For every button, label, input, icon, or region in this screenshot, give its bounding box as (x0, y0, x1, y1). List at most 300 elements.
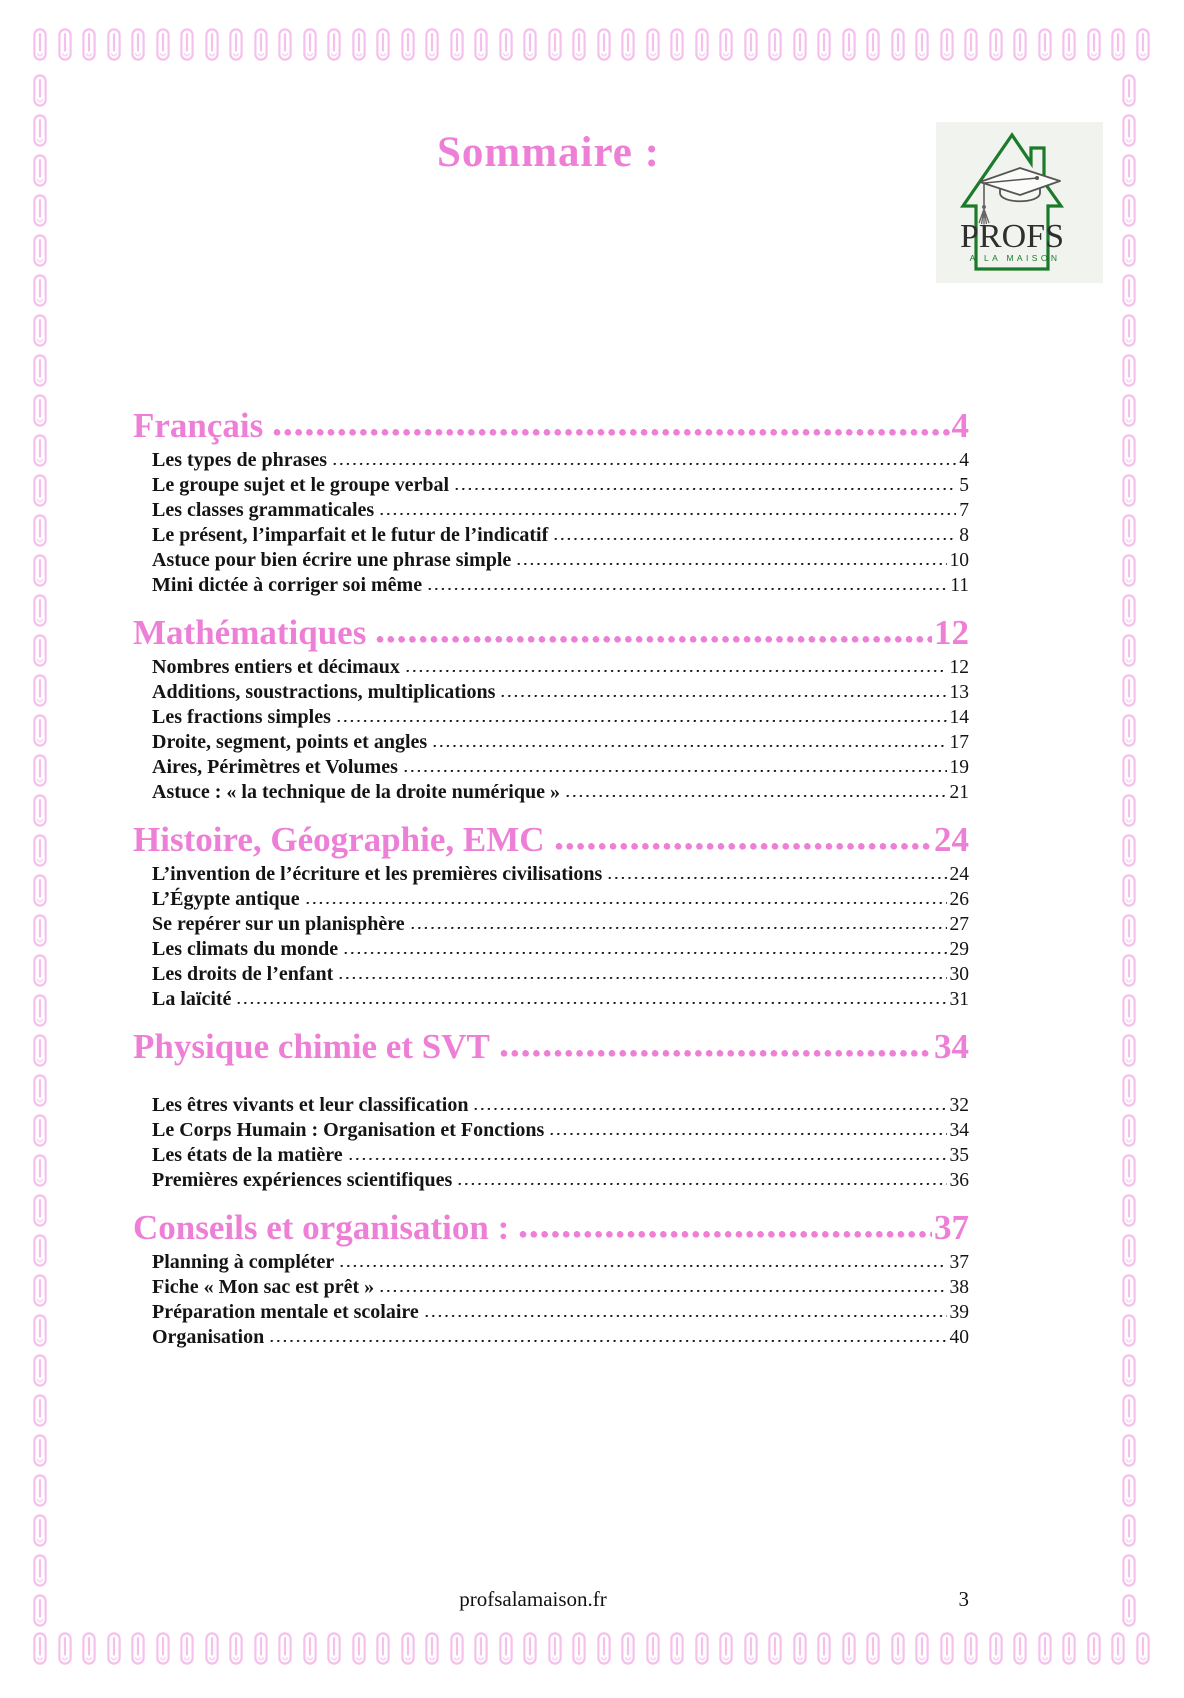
house-icon (936, 122, 1103, 283)
toc-entry[interactable] (133, 987, 969, 1012)
toc-entry-label: Droite, segment, points et angles (152, 731, 428, 753)
dot-leader (501, 694, 946, 699)
paperclip-icon (1122, 914, 1136, 947)
paperclip-icon (1111, 28, 1125, 61)
paperclip-icon (33, 1474, 47, 1507)
toc-entry[interactable] (133, 473, 969, 498)
toc-entry-label: Les droits de l’enfant (152, 963, 334, 985)
paperclip-icon (1122, 474, 1136, 507)
dot-leader (406, 669, 947, 674)
toc-entry[interactable] (133, 448, 969, 473)
toc-entry-label: Astuce : « la technique de la droite numérique » (152, 781, 560, 803)
paperclip-icon (817, 1632, 831, 1665)
paperclip-icon (1122, 834, 1136, 867)
toc-entry-page-number: 24 (949, 864, 969, 885)
paperclip-icon (1122, 1194, 1136, 1227)
dot-leader (306, 901, 947, 906)
paperclip-icon (1122, 1314, 1136, 1347)
paperclip-icon (352, 1632, 366, 1665)
paperclip-icon (327, 28, 341, 61)
toc-entry[interactable] (133, 655, 969, 680)
paperclip-border-right (1122, 74, 1136, 1627)
paperclip-icon (450, 28, 464, 61)
paperclip-icon (156, 1632, 170, 1665)
paperclip-icon (1122, 1074, 1136, 1107)
toc-entry-label: Les états de la matière (152, 1144, 343, 1166)
toc-section (133, 404, 969, 598)
dot-leader (273, 428, 949, 437)
paperclip-icon (33, 994, 47, 1027)
paperclip-icon (1122, 1234, 1136, 1267)
toc-entry-label: Planning à compléter (152, 1251, 335, 1273)
toc-entry[interactable] (133, 1118, 969, 1143)
toc-entry-label: Les climats du monde (152, 938, 339, 960)
paperclip-icon (1122, 674, 1136, 707)
paperclip-icon (33, 1594, 47, 1627)
paperclip-icon (1122, 1434, 1136, 1467)
logo-subtitle: A LA MAISON (969, 253, 1061, 263)
toc-entry[interactable] (133, 912, 969, 937)
paperclip-icon (156, 28, 170, 61)
toc-entry[interactable] (133, 962, 969, 987)
paperclip-icon (1122, 594, 1136, 627)
paperclip-border-bottom (33, 1632, 1150, 1665)
paperclip-icon (1122, 1274, 1136, 1307)
paperclip-icon (33, 154, 47, 187)
paperclip-icon (1122, 434, 1136, 467)
paperclip-icon (621, 28, 635, 61)
paperclip-icon (33, 914, 47, 947)
paperclip-icon (695, 1632, 709, 1665)
toc-entry-page-number: 10 (949, 550, 969, 571)
paperclip-icon (793, 28, 807, 61)
paperclip-icon (719, 1632, 733, 1665)
toc (133, 404, 969, 1350)
section-title: Français (133, 406, 264, 445)
paperclip-icon (33, 434, 47, 467)
toc-section-heading[interactable] (133, 404, 969, 448)
paperclip-icon (1122, 114, 1136, 147)
paperclip-icon (33, 314, 47, 347)
paperclip-icon (33, 1554, 47, 1587)
dot-leader (428, 587, 947, 592)
toc-entry-label: Premières expériences scientifiques (152, 1169, 453, 1191)
paperclip-icon (33, 1354, 47, 1387)
paperclip-icon (1122, 1514, 1136, 1547)
paperclip-icon (352, 28, 366, 61)
paperclip-icon (1122, 1354, 1136, 1387)
toc-section-heading[interactable] (133, 611, 969, 655)
paperclip-icon (401, 28, 415, 61)
paperclip-icon (58, 28, 72, 61)
toc-entry-page-number: 29 (949, 939, 969, 960)
paperclip-icon (1122, 1474, 1136, 1507)
paperclip-icon (180, 1632, 194, 1665)
paperclip-icon (33, 674, 47, 707)
paperclip-icon (254, 28, 268, 61)
paperclip-icon (989, 28, 1003, 61)
paperclip-icon (1122, 794, 1136, 827)
paperclip-icon (1122, 1594, 1136, 1627)
toc-entry-page-number: 5 (959, 475, 969, 496)
toc-entry[interactable] (133, 1093, 969, 1118)
paperclip-icon (866, 28, 880, 61)
paperclip-icon (1122, 234, 1136, 267)
toc-entry-page-number: 4 (959, 450, 969, 471)
paperclip-icon (229, 1632, 243, 1665)
paperclip-icon (33, 1034, 47, 1067)
toc-entry[interactable] (133, 523, 969, 548)
paperclip-icon (1111, 1632, 1125, 1665)
paperclip-icon (33, 554, 47, 587)
footer-page-number: 3 (958, 1587, 969, 1611)
dot-leader (237, 1001, 946, 1006)
toc-entry-page-number: 38 (949, 1277, 969, 1298)
toc-entry-label: Préparation mentale et scolaire (152, 1301, 419, 1323)
dot-leader (550, 1132, 946, 1137)
toc-entry[interactable] (133, 1250, 969, 1275)
paperclip-icon (278, 1632, 292, 1665)
paperclip-icon (842, 28, 856, 61)
paperclip-border-top (33, 28, 1150, 61)
paperclip-icon (33, 954, 47, 987)
paperclip-icon (33, 1632, 47, 1665)
paperclip-icon (817, 28, 831, 61)
section-title: Mathématiques (133, 613, 367, 652)
dot-leader (474, 1107, 946, 1112)
paperclip-icon (744, 28, 758, 61)
paperclip-icon (33, 1434, 47, 1467)
dot-leader (566, 794, 947, 799)
toc-section-heading[interactable] (133, 1025, 969, 1069)
paperclip-icon (33, 194, 47, 227)
toc-entry-label: Les classes grammaticales (152, 499, 375, 521)
toc-entry-page-number: 17 (949, 732, 969, 753)
paperclip-icon (82, 1632, 96, 1665)
toc-section (133, 611, 969, 805)
paperclip-icon (1136, 28, 1150, 61)
paperclip-icon (1122, 314, 1136, 347)
toc-entry[interactable] (133, 887, 969, 912)
paperclip-icon (1038, 1632, 1052, 1665)
paperclip-icon (1013, 1632, 1027, 1665)
paperclip-icon (646, 28, 660, 61)
paperclip-icon (327, 1632, 341, 1665)
paperclip-icon (33, 354, 47, 387)
footer-website: profsalamaison.fr (459, 1587, 607, 1611)
toc-entry-page-number: 37 (949, 1252, 969, 1273)
paperclip-icon (1122, 1154, 1136, 1187)
paperclip-icon (33, 1194, 47, 1227)
toc-entry-page-number: 34 (949, 1120, 969, 1141)
toc-entry-page-number: 30 (949, 964, 969, 985)
paperclip-icon (376, 28, 390, 61)
paperclip-icon (1122, 354, 1136, 387)
paperclip-icon (964, 1632, 978, 1665)
dot-leader (519, 1230, 932, 1239)
dot-leader (433, 744, 946, 749)
paperclip-icon (1087, 28, 1101, 61)
paperclip-icon (548, 1632, 562, 1665)
paperclip-icon (768, 1632, 782, 1665)
paperclip-icon (1122, 754, 1136, 787)
dot-leader (425, 1314, 947, 1319)
toc-entry-page-number: 11 (950, 575, 969, 596)
paperclip-icon (719, 28, 733, 61)
paperclip-icon (107, 1632, 121, 1665)
paperclip-icon (1122, 1554, 1136, 1587)
paperclip-icon (548, 28, 562, 61)
paperclip-icon (1122, 994, 1136, 1027)
paperclip-icon (1087, 1632, 1101, 1665)
toc-entry-page-number: 27 (949, 914, 969, 935)
paperclip-icon (131, 1632, 145, 1665)
toc-entry[interactable] (133, 680, 969, 705)
paperclip-icon (523, 28, 537, 61)
paperclip-icon (33, 1154, 47, 1187)
paperclip-icon (33, 74, 47, 107)
paperclip-icon (915, 28, 929, 61)
toc-entry[interactable] (133, 498, 969, 523)
paperclip-icon (1122, 634, 1136, 667)
paperclip-icon (744, 1632, 758, 1665)
paperclip-icon (303, 28, 317, 61)
toc-section (133, 1025, 969, 1193)
toc-entry-page-number: 21 (949, 782, 969, 803)
toc-entry[interactable] (133, 730, 969, 755)
dot-leader (340, 1264, 946, 1269)
toc-entry-page-number: 36 (949, 1170, 969, 1191)
paperclip-icon (33, 274, 47, 307)
paperclip-icon (1122, 1114, 1136, 1147)
paperclip-icon (842, 1632, 856, 1665)
toc-entry[interactable] (133, 1300, 969, 1325)
dot-leader (270, 1339, 946, 1344)
dot-leader (411, 926, 947, 931)
toc-entry-label: L’Égypte antique (152, 888, 300, 910)
paperclip-icon (33, 1074, 47, 1107)
paperclip-icon (597, 1632, 611, 1665)
paperclip-icon (33, 1234, 47, 1267)
paperclip-icon (1122, 554, 1136, 587)
paperclip-icon (1038, 28, 1052, 61)
toc-entry-label: Organisation (152, 1326, 265, 1348)
dot-leader (404, 769, 947, 774)
paperclip-icon (33, 1514, 47, 1547)
paperclip-icon (205, 28, 219, 61)
paperclip-icon (866, 1632, 880, 1665)
paperclip-icon (1062, 1632, 1076, 1665)
section-page-number: 37 (934, 1208, 969, 1247)
toc-entry-label: Fiche « Mon sac est prêt » (152, 1276, 375, 1298)
dot-leader (500, 1049, 932, 1058)
toc-entry[interactable] (133, 705, 969, 730)
paperclip-icon (33, 514, 47, 547)
toc-entry-page-number: 13 (949, 682, 969, 703)
toc-entry-label: Aires, Périmètres et Volumes (152, 756, 398, 778)
toc-entry-label: Mini dictée à corriger soi même (152, 574, 423, 596)
toc-entry-page-number: 12 (949, 657, 969, 678)
paperclip-icon (33, 1114, 47, 1147)
section-title: Physique chimie et SVT (133, 1027, 490, 1066)
paperclip-icon (82, 28, 96, 61)
toc-entry[interactable] (133, 1143, 969, 1168)
paperclip-icon (1062, 28, 1076, 61)
toc-entry-label: Les types de phrases (152, 449, 328, 471)
toc-entry[interactable] (133, 755, 969, 780)
section-page-number: 4 (951, 406, 969, 445)
toc-entry-label: Additions, soustractions, multiplications (152, 681, 496, 703)
paperclip-icon (474, 28, 488, 61)
toc-entry-page-number: 40 (949, 1327, 969, 1348)
toc-entry[interactable] (133, 573, 969, 598)
toc-entry-page-number: 26 (949, 889, 969, 910)
toc-entry-page-number: 8 (959, 525, 969, 546)
dot-leader (555, 842, 932, 851)
section-page-number: 12 (934, 613, 969, 652)
toc-entry[interactable] (133, 937, 969, 962)
paperclip-icon (1122, 194, 1136, 227)
dot-leader (349, 1157, 947, 1162)
paperclip-icon (891, 28, 905, 61)
paperclip-icon (131, 28, 145, 61)
dot-leader (333, 462, 956, 467)
toc-entry[interactable] (133, 1168, 969, 1193)
paperclip-icon (621, 1632, 635, 1665)
paperclip-icon (376, 1632, 390, 1665)
paperclip-icon (989, 1632, 1003, 1665)
paperclip-icon (33, 834, 47, 867)
toc-entry[interactable] (133, 1325, 969, 1350)
toc-section (133, 1206, 969, 1350)
dot-leader (455, 487, 956, 492)
paperclip-icon (33, 794, 47, 827)
paperclip-icon (940, 1632, 954, 1665)
paperclip-icon (1122, 954, 1136, 987)
toc-entry-label: L’invention de l’écriture et les premières civilisations (152, 863, 603, 885)
paperclip-icon (33, 28, 47, 61)
toc-entry-page-number: 39 (949, 1302, 969, 1323)
paperclip-icon (523, 1632, 537, 1665)
paperclip-icon (670, 28, 684, 61)
toc-entry[interactable] (133, 1275, 969, 1300)
logo-wordmark: PROFS (960, 218, 1064, 255)
toc-entry-label: Le Corps Humain : Organisation et Fonctions (152, 1119, 545, 1141)
paperclip-icon (33, 1314, 47, 1347)
paperclip-icon (964, 28, 978, 61)
blank-line (133, 1069, 969, 1093)
paperclip-icon (180, 28, 194, 61)
dot-leader (517, 562, 946, 567)
paperclip-icon (1122, 394, 1136, 427)
toc-entry-label: La laïcité (152, 988, 232, 1010)
section-page-number: 24 (934, 820, 969, 859)
toc-entry-label: Astuce pour bien écrire une phrase simple (152, 549, 512, 571)
paperclip-icon (33, 234, 47, 267)
paperclip-icon (107, 28, 121, 61)
paperclip-icon (891, 1632, 905, 1665)
paperclip-icon (1136, 1632, 1150, 1665)
toc-entry-page-number: 14 (949, 707, 969, 728)
toc-entry-label: Nombres entiers et décimaux (152, 656, 400, 678)
dot-leader (458, 1182, 946, 1187)
paperclip-icon (401, 1632, 415, 1665)
paperclip-icon (915, 1632, 929, 1665)
paperclip-icon (1122, 274, 1136, 307)
paperclip-icon (33, 474, 47, 507)
toc-entry-page-number: 35 (949, 1145, 969, 1166)
paperclip-icon (768, 28, 782, 61)
paperclip-icon (254, 1632, 268, 1665)
paperclip-icon (793, 1632, 807, 1665)
paperclip-icon (646, 1632, 660, 1665)
dot-leader (344, 951, 946, 956)
paperclip-icon (229, 28, 243, 61)
toc-section-heading[interactable] (133, 818, 969, 862)
paperclip-icon (597, 28, 611, 61)
dot-leader (608, 876, 946, 881)
paperclip-icon (58, 1632, 72, 1665)
section-title: Histoire, Géographie, EMC (133, 820, 545, 859)
paperclip-icon (425, 28, 439, 61)
paperclip-icon (1122, 154, 1136, 187)
paperclip-icon (33, 594, 47, 627)
paperclip-icon (670, 1632, 684, 1665)
paperclip-icon (1122, 1034, 1136, 1067)
paperclip-icon (278, 28, 292, 61)
toc-entry-label: Les êtres vivants et leur classification (152, 1094, 469, 1116)
toc-entry[interactable] (133, 780, 969, 805)
paperclip-icon (33, 394, 47, 427)
toc-entry-label: Se repérer sur un planisphère (152, 913, 405, 935)
toc-entry-label: Le groupe sujet et le groupe verbal (152, 474, 450, 496)
section-title: Conseils et organisation : (133, 1208, 510, 1247)
paperclip-icon (1013, 28, 1027, 61)
dot-leader (339, 976, 946, 981)
dot-leader (376, 635, 932, 644)
dot-leader (554, 537, 956, 542)
dot-leader (337, 719, 947, 724)
paperclip-icon (1122, 874, 1136, 907)
toc-entry[interactable] (133, 862, 969, 887)
paperclip-border-left (33, 74, 47, 1627)
paperclip-icon (33, 1394, 47, 1427)
toc-entry[interactable] (133, 548, 969, 573)
paperclip-icon (499, 1632, 513, 1665)
paperclip-icon (695, 28, 709, 61)
paperclip-icon (303, 1632, 317, 1665)
page-title: Sommaire : (437, 129, 660, 176)
paperclip-icon (33, 1274, 47, 1307)
profs-a-la-maison-logo (936, 122, 1103, 283)
dot-leader (380, 512, 956, 517)
toc-entry-page-number: 7 (959, 500, 969, 521)
paperclip-icon (205, 1632, 219, 1665)
paperclip-icon (499, 28, 513, 61)
paperclip-icon (1122, 514, 1136, 547)
paperclip-icon (1122, 74, 1136, 107)
toc-entry-page-number: 31 (949, 989, 969, 1010)
toc-entry-label: Les fractions simples (152, 706, 331, 728)
paperclip-icon (450, 1632, 464, 1665)
toc-section-heading[interactable] (133, 1206, 969, 1250)
paperclip-icon (474, 1632, 488, 1665)
paperclip-icon (33, 114, 47, 147)
dot-leader (380, 1289, 946, 1294)
toc-entry-label: Le présent, l’imparfait et le futur de l’indicatif (152, 524, 549, 546)
paperclip-icon (33, 874, 47, 907)
paperclip-icon (425, 1632, 439, 1665)
